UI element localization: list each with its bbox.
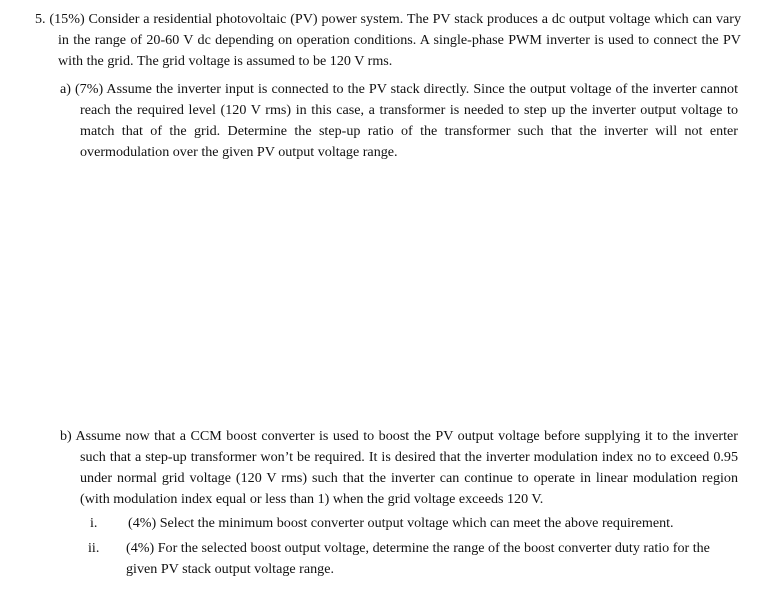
subpart-i-label: i. [90,515,98,531]
question-5-part-a: a) (7%) Assume the inverter input is connected to the PV stack directly. Since the output voltage of the inverter cannot reach the required level (120 V rms) in this case, a transformer is needed to step up the inverter output voltage to match that of the grid. Determine the step-up ratio of the transformer such that the inverter will not enter overmodulation over the given PV output voltage range. [60,81,738,160]
question-5-intro: 5. (15%) Consider a residential photovoltaic (PV) power system. The PV stack produces a dc output voltage which can vary in the range of 20-60 V dc depending on operation conditions. A single-phase PWM inverter is used to connect the PV with the grid. The grid voltage is assumed to be 120 V rms. [35,11,741,69]
subpart-ii-text: (4%) For the selected boost output voltage, determine the range of the boost converter duty ratio for the given PV stack output voltage range. [126,540,710,577]
question-5-part-b: b) Assume now that a CCM boost converter is used to boost the PV output voltage before supplying it to the inverter such that a step-up transformer won’t be required. It is desired that the inverter modulation index no to exceed 0.95 under normal grid voltage (120 V rms) such that the inverter can continue to operate in linear modulation region (with modulation index equal or less than 1) when the grid voltage exceeds 120 V. [60,428,738,507]
subpart-i-text: (4%) Select the minimum boost converter output voltage which can meet the above requirement. [128,515,674,531]
question-5-part-b-subpart-ii [88,538,725,580]
question-5-part-b-subpart-i [90,513,725,534]
subpart-ii-label: ii. [88,540,100,556]
